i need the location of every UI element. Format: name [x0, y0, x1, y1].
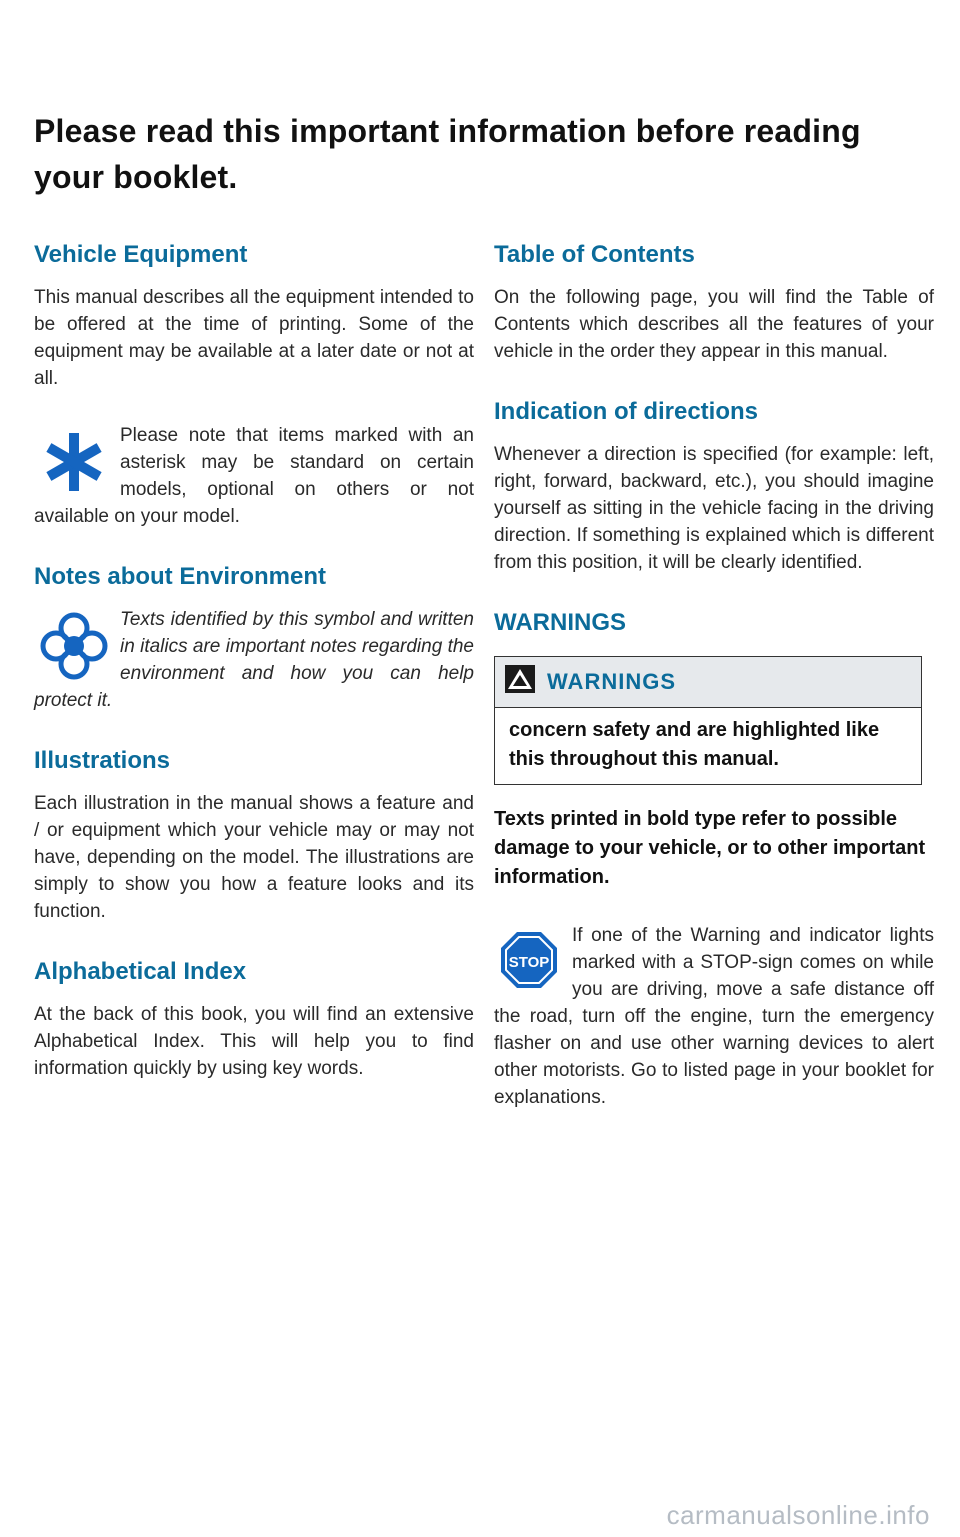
environment-text: Texts identified by this symbol and written in italics are important notes regarding the environment and how you can help protect it.: [34, 609, 474, 711]
asterisk-note-text: Please note that items marked with an asterisk may be standard on certain models, optional on others or not available on your model.: [34, 425, 474, 527]
warning-box-text: concern safety and are highlighted like this throughout this manual.: [509, 719, 880, 770]
illustrations-heading: Illustrations: [34, 747, 171, 774]
directions-heading: Indication of directions: [494, 398, 759, 425]
warning-box: [494, 656, 922, 785]
stop-sign-icon: [494, 928, 564, 992]
alphabetical-index-text: At the back of this book, you will find an extensive Alphabetical Index. This will help you to find information quickly by using key words.: [34, 1004, 474, 1079]
environment-heading: Notes about Environment: [34, 563, 327, 590]
vehicle-equipment-text: This manual describes all the equipment intended to be offered at the time of printing. Some of the equipment may be available at a later date or not at all.: [34, 287, 474, 389]
toc-text: On the following page, you will find the Table of Contents which describes all the features of your vehicle in the order they appear in this manual.: [494, 287, 934, 362]
asterisk-icon: [34, 422, 114, 502]
warning-triangle-icon: [505, 665, 535, 699]
environment-flower-icon: [34, 606, 114, 686]
stop-note-text: If one of the Warning and indicator lights marked with a STOP-sign comes on while you are driving, move a safe distance off the road, turn off the engine, turn the emergency flasher on and use other warning devices to alert other motorists. Go to listed page in your booklet for explanations.: [494, 925, 934, 1108]
illustrations-text: Each illustration in the manual shows a feature and / or equipment which your vehicle may or may not have, depending on the model. The illustrations are simply to show you how a feature looks and its function.: [34, 793, 474, 922]
toc-heading: Table of Contents: [494, 241, 695, 268]
stop-note: [494, 922, 934, 1111]
watermark: carmanualsonline.info: [666, 1500, 930, 1530]
bold-note: Texts printed in bold type refer to possible damage to your vehicle, or to other important information.: [494, 808, 926, 888]
left-column: [34, 238, 474, 1082]
directions-text: Whenever a direction is specified (for example: left, right, forward, backward, etc.), you should imagine yourself as sitting in the vehicle facing in the driving direction. If something is explained which is different from this position, it will be clearly identified.: [494, 444, 934, 573]
vehicle-equipment-heading: Vehicle Equipment: [34, 241, 248, 268]
warnings-heading: WARNINGS: [494, 609, 626, 636]
warning-box-header: [495, 657, 921, 708]
right-column: [494, 238, 934, 1111]
alphabetical-index-heading: Alphabetical Index: [34, 958, 247, 985]
warning-box-title: WARNINGS: [547, 669, 676, 694]
asterisk-note: [34, 422, 474, 530]
stop-sign-label: STOP: [508, 954, 550, 971]
page-title: Please read this important information before reading your booklet.: [34, 113, 861, 195]
environment-note: [34, 606, 474, 714]
